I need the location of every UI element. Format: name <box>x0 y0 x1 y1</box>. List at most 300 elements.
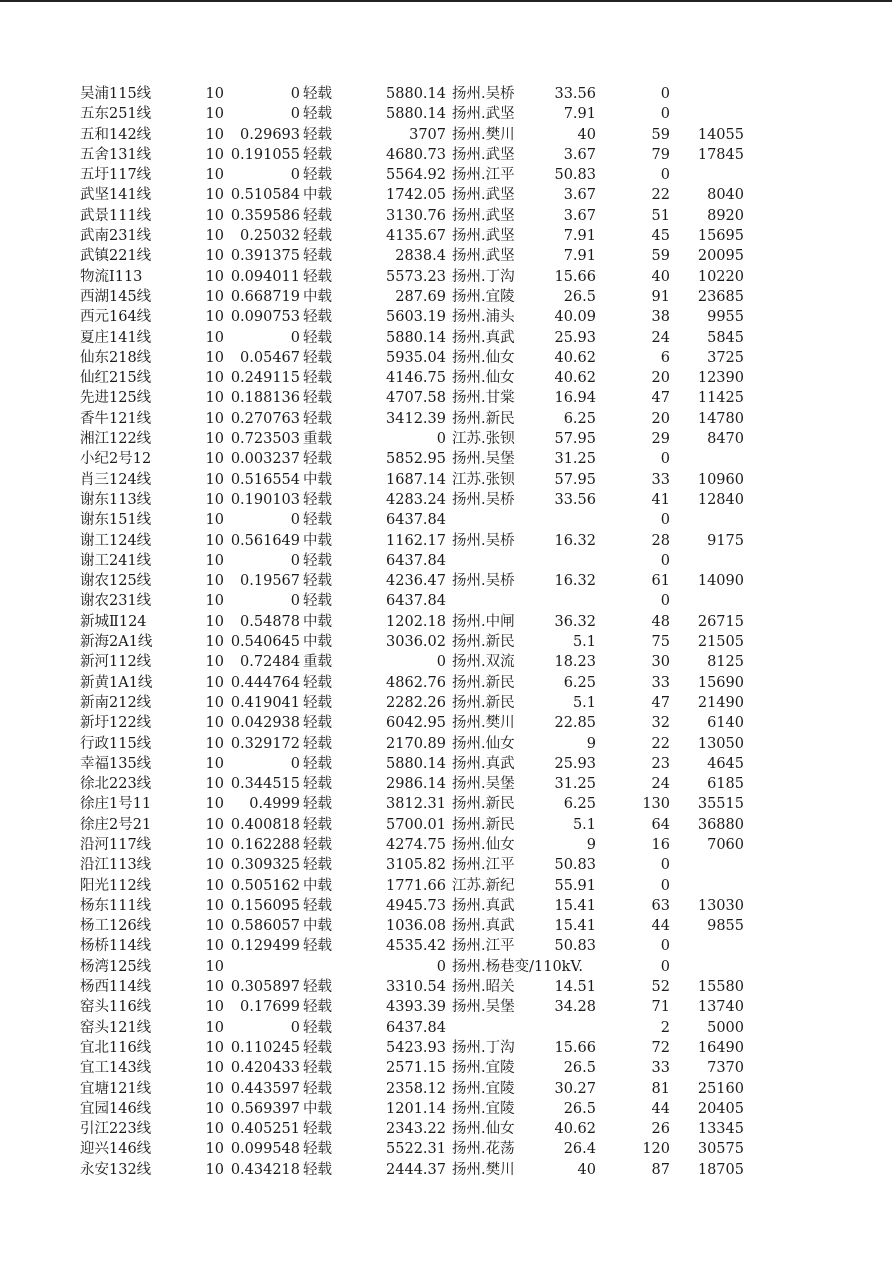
line-length-cell: 26.4 <box>563 1141 596 1158</box>
load-level-cell: 中载 <box>303 613 332 630</box>
load-value-cell: 30575 <box>697 1141 744 1158</box>
spare-capacity-cell: 3412.39 <box>386 410 446 427</box>
spare-capacity-cell: 4274.75 <box>386 836 446 853</box>
load-level-cell: 轻载 <box>303 309 332 326</box>
load-rate-cell: 0.400818 <box>230 816 300 833</box>
voltage-cell: 10 <box>205 207 224 224</box>
load-level-cell: 轻载 <box>303 126 332 143</box>
load-rate-cell: 0.17699 <box>240 999 300 1016</box>
load-level-cell: 轻载 <box>303 999 332 1016</box>
load-level-cell: 轻载 <box>303 1060 332 1077</box>
load-level-cell: 轻载 <box>303 836 332 853</box>
line-name-cell: 西湖145线 <box>80 288 152 305</box>
load-level-cell: 轻载 <box>303 390 332 407</box>
load-value-cell: 13740 <box>697 999 744 1016</box>
count-cell: 75 <box>651 634 670 651</box>
substation-cell: 扬州.武坚 <box>452 106 515 123</box>
voltage-cell: 10 <box>205 735 224 752</box>
table-row <box>0 145 892 165</box>
voltage-cell: 10 <box>205 146 224 163</box>
line-name-cell: 五东251线 <box>80 106 152 123</box>
count-cell: 2 <box>660 1019 670 1036</box>
line-length-cell: 14.51 <box>554 979 596 996</box>
voltage-cell: 10 <box>205 1121 224 1138</box>
substation-cell: 扬州.樊川 <box>452 715 515 732</box>
load-level-cell: 轻载 <box>303 451 332 468</box>
line-name-cell: 窑头121线 <box>80 1019 152 1036</box>
load-rate-cell: 0.4999 <box>249 796 300 813</box>
line-name-cell: 宜北116线 <box>80 1039 152 1056</box>
load-rate-cell: 0.29693 <box>240 126 300 143</box>
substation-cell: 扬州.真武 <box>452 897 515 914</box>
line-length-cell: 57.95 <box>554 471 596 488</box>
spare-capacity-cell: 0 <box>436 431 446 448</box>
load-rate-cell: 0.405251 <box>230 1121 300 1138</box>
voltage-cell: 10 <box>205 715 224 732</box>
load-value-cell: 5845 <box>707 329 744 346</box>
table-row <box>0 125 892 145</box>
substation-cell: 扬州.甘棠 <box>452 390 515 407</box>
load-value-cell: 14090 <box>697 573 744 590</box>
substation-cell: 扬州.吴堡 <box>452 776 515 793</box>
count-cell: 81 <box>651 1080 670 1097</box>
line-name-cell: 沿河117线 <box>80 836 152 853</box>
load-rate-cell: 0.191055 <box>230 146 300 163</box>
count-cell: 79 <box>651 146 670 163</box>
spare-capacity-cell: 5880.14 <box>386 329 446 346</box>
table-row <box>0 409 892 429</box>
spare-capacity-cell: 6437.84 <box>386 593 446 610</box>
line-length-cell: 3.67 <box>563 146 596 163</box>
line-name-cell: 武南231线 <box>80 228 152 245</box>
load-level-cell: 中载 <box>303 1100 332 1117</box>
spare-capacity-cell: 3130.76 <box>386 207 446 224</box>
line-name-cell: 武景111线 <box>80 207 152 224</box>
table-row <box>0 855 892 875</box>
substation-cell: 扬州.新民 <box>452 674 515 691</box>
line-length-cell: 3.67 <box>563 187 596 204</box>
substation-cell: 扬州.江平 <box>452 938 515 955</box>
line-name-cell: 杨桥114线 <box>80 938 152 955</box>
count-cell: 0 <box>660 857 670 874</box>
line-name-cell: 宜园146线 <box>80 1100 152 1117</box>
line-length-cell: 7.91 <box>563 248 596 265</box>
substation-cell: 扬州.新民 <box>452 410 515 427</box>
load-rate-cell: 0.305897 <box>230 979 300 996</box>
count-cell: 64 <box>651 816 670 833</box>
line-name-cell: 五舍131线 <box>80 146 152 163</box>
count-cell: 0 <box>660 552 670 569</box>
load-level-cell: 轻载 <box>303 167 332 184</box>
table-row <box>0 165 892 185</box>
line-length-cell: 34.28 <box>554 999 596 1016</box>
load-rate-cell: 0 <box>290 1019 300 1036</box>
voltage-cell: 10 <box>205 288 224 305</box>
count-cell: 45 <box>651 228 670 245</box>
count-cell: 28 <box>651 532 670 549</box>
load-value-cell: 6185 <box>707 776 744 793</box>
load-level-cell: 中载 <box>303 288 332 305</box>
voltage-cell: 10 <box>205 1039 224 1056</box>
voltage-cell: 10 <box>205 1080 224 1097</box>
load-level-cell: 轻载 <box>303 694 332 711</box>
substation-cell: 扬州.吴桥 <box>452 491 515 508</box>
table-row <box>0 551 892 571</box>
load-rate-cell: 0.344515 <box>230 776 300 793</box>
load-rate-cell: 0.162288 <box>230 836 300 853</box>
table-row <box>0 1018 892 1038</box>
substation-cell: 扬州.宜陵 <box>452 288 515 305</box>
substation-cell: 扬州.樊川 <box>452 126 515 143</box>
substation-cell: 扬州.仙女 <box>452 1121 515 1138</box>
line-length-cell: 5.1 <box>572 816 596 833</box>
count-cell: 0 <box>660 451 670 468</box>
spare-capacity-cell: 2986.14 <box>386 776 446 793</box>
line-length-cell: 16.94 <box>554 390 596 407</box>
substation-cell: 扬州.昭关 <box>452 979 515 996</box>
load-level-cell: 轻载 <box>303 207 332 224</box>
load-rate-cell: 0 <box>290 552 300 569</box>
line-name-cell: 新南212线 <box>80 694 152 711</box>
table-row <box>0 936 892 956</box>
voltage-cell: 10 <box>205 349 224 366</box>
load-level-cell: 重载 <box>303 431 332 448</box>
line-length-cell: 55.91 <box>554 877 596 894</box>
load-level-cell: 轻载 <box>303 329 332 346</box>
line-name-cell: 行政115线 <box>80 735 152 752</box>
load-value-cell: 9855 <box>707 918 744 935</box>
table-row <box>0 612 892 632</box>
spare-capacity-cell: 4146.75 <box>386 370 446 387</box>
line-length-cell: 50.83 <box>554 167 596 184</box>
load-rate-cell: 0.329172 <box>230 735 300 752</box>
load-value-cell: 9175 <box>707 532 744 549</box>
line-name-cell: 五和142线 <box>80 126 152 143</box>
line-length-cell: 7.91 <box>563 228 596 245</box>
table-row <box>0 388 892 408</box>
spare-capacity-cell: 2358.12 <box>386 1080 446 1097</box>
line-length-cell: 57.95 <box>554 431 596 448</box>
spare-capacity-cell: 4135.67 <box>386 228 446 245</box>
count-cell: 91 <box>651 288 670 305</box>
spare-capacity-cell: 2343.22 <box>386 1121 446 1138</box>
line-name-cell: 阳光112线 <box>80 877 152 894</box>
spare-capacity-cell: 5700.01 <box>386 816 446 833</box>
load-level-cell: 轻载 <box>303 776 332 793</box>
spare-capacity-cell: 4236.47 <box>386 573 446 590</box>
table-row <box>0 997 892 1017</box>
load-value-cell: 20095 <box>697 248 744 265</box>
count-cell: 20 <box>651 410 670 427</box>
spare-capacity-cell: 4283.24 <box>386 491 446 508</box>
table-row <box>0 1079 892 1099</box>
load-level-cell: 轻载 <box>303 248 332 265</box>
line-name-cell: 宜工143线 <box>80 1060 152 1077</box>
substation-cell: 扬州.宜陵 <box>452 1080 515 1097</box>
line-length-cell: 9 <box>586 836 596 853</box>
load-level-cell: 轻载 <box>303 755 332 772</box>
count-cell: 40 <box>651 268 670 285</box>
count-cell: 47 <box>651 390 670 407</box>
line-name-cell: 仙红215线 <box>80 370 152 387</box>
substation-cell: 扬州.武坚 <box>452 207 515 224</box>
table-row <box>0 632 892 652</box>
line-length-cell: 16.32 <box>554 573 596 590</box>
count-cell: 33 <box>651 471 670 488</box>
load-rate-cell: 0.391375 <box>230 248 300 265</box>
count-cell: 24 <box>651 329 670 346</box>
spare-capacity-cell: 5880.14 <box>386 86 446 102</box>
load-rate-cell: 0 <box>290 593 300 610</box>
line-name-cell: 先进125线 <box>80 390 152 407</box>
count-cell: 63 <box>651 897 670 914</box>
line-length-cell: 31.25 <box>554 776 596 793</box>
voltage-cell: 10 <box>205 938 224 955</box>
spare-capacity-cell: 4707.58 <box>386 390 446 407</box>
load-level-cell: 轻载 <box>303 146 332 163</box>
line-name-cell: 徐庄2号21 <box>80 816 152 833</box>
count-cell: 120 <box>642 1141 670 1158</box>
load-rate-cell: 0.723503 <box>230 431 300 448</box>
voltage-cell: 10 <box>205 532 224 549</box>
count-cell: 0 <box>660 512 670 529</box>
table-row <box>0 876 892 896</box>
spare-capacity-cell: 1771.66 <box>386 877 446 894</box>
voltage-cell: 10 <box>205 776 224 793</box>
voltage-cell: 10 <box>205 410 224 427</box>
count-cell: 52 <box>651 979 670 996</box>
line-length-cell: 6.25 <box>563 796 596 813</box>
substation-cell: 扬州.杨巷变/110kV. <box>452 958 584 975</box>
voltage-cell: 10 <box>205 1019 224 1036</box>
count-cell: 0 <box>660 86 670 102</box>
load-rate-cell: 0.249115 <box>230 370 300 387</box>
line-name-cell: 仙东218线 <box>80 349 152 366</box>
spare-capacity-cell: 5880.14 <box>386 106 446 123</box>
table-row <box>0 1119 892 1139</box>
voltage-cell: 10 <box>205 674 224 691</box>
voltage-cell: 10 <box>205 228 224 245</box>
load-level-cell: 轻载 <box>303 552 332 569</box>
load-level-cell: 轻载 <box>303 410 332 427</box>
count-cell: 0 <box>660 593 670 610</box>
table-row <box>0 267 892 287</box>
line-name-cell: 杨湾125线 <box>80 958 152 975</box>
load-rate-cell: 0.443597 <box>230 1080 300 1097</box>
load-level-cell: 中载 <box>303 918 332 935</box>
voltage-cell: 10 <box>205 979 224 996</box>
count-cell: 44 <box>651 1100 670 1117</box>
substation-cell: 扬州.双流 <box>452 654 515 671</box>
load-rate-cell: 0.25032 <box>240 228 300 245</box>
voltage-cell: 10 <box>205 573 224 590</box>
line-name-cell: 新海2A1线 <box>80 634 152 651</box>
table-row <box>0 449 892 469</box>
substation-cell: 扬州.新民 <box>452 796 515 813</box>
voltage-cell: 10 <box>205 370 224 387</box>
line-length-cell: 6.25 <box>563 674 596 691</box>
line-name-cell: 谢农231线 <box>80 593 152 610</box>
page-top-border <box>0 0 892 2</box>
substation-cell: 扬州.吴堡 <box>452 999 515 1016</box>
spare-capacity-cell: 3310.54 <box>386 979 446 996</box>
load-value-cell: 20405 <box>697 1100 744 1117</box>
spare-capacity-cell: 5935.04 <box>386 349 446 366</box>
line-length-cell: 26.5 <box>563 1060 596 1077</box>
load-level-cell: 轻载 <box>303 796 332 813</box>
load-value-cell: 16490 <box>697 1039 744 1056</box>
voltage-cell: 10 <box>205 836 224 853</box>
line-name-cell: 肖三124线 <box>80 471 152 488</box>
substation-cell: 江苏.新纪 <box>452 877 515 894</box>
load-value-cell: 26715 <box>697 613 744 630</box>
load-level-cell: 轻载 <box>303 1080 332 1097</box>
voltage-cell: 10 <box>205 654 224 671</box>
count-cell: 44 <box>651 918 670 935</box>
load-level-cell: 中载 <box>303 877 332 894</box>
table-row <box>0 896 892 916</box>
table-row <box>0 368 892 388</box>
line-length-cell: 26.5 <box>563 1100 596 1117</box>
line-length-cell: 5.1 <box>572 634 596 651</box>
load-value-cell: 23685 <box>697 288 744 305</box>
table-row <box>0 510 892 530</box>
load-value-cell: 6140 <box>707 715 744 732</box>
load-value-cell: 3725 <box>707 349 744 366</box>
load-rate-cell: 0.419041 <box>230 694 300 711</box>
load-level-cell: 轻载 <box>303 512 332 529</box>
line-length-cell: 25.93 <box>554 755 596 772</box>
load-value-cell: 12390 <box>697 370 744 387</box>
line-length-cell: 22.85 <box>554 715 596 732</box>
table-row <box>0 185 892 205</box>
load-rate-cell: 0.188136 <box>230 390 300 407</box>
table-row <box>0 652 892 672</box>
count-cell: 22 <box>651 735 670 752</box>
table-row <box>0 104 892 124</box>
substation-cell: 扬州.新民 <box>452 634 515 651</box>
line-name-cell: 沿江113线 <box>80 857 152 874</box>
voltage-cell: 10 <box>205 512 224 529</box>
line-length-cell: 6.25 <box>563 410 596 427</box>
load-level-cell: 轻载 <box>303 715 332 732</box>
load-level-cell: 轻载 <box>303 857 332 874</box>
load-rate-cell: 0.270763 <box>230 410 300 427</box>
line-name-cell: 杨东111线 <box>80 897 152 914</box>
spare-capacity-cell: 2571.15 <box>386 1060 446 1077</box>
substation-cell: 扬州.丁沟 <box>452 1039 515 1056</box>
load-level-cell: 轻载 <box>303 593 332 610</box>
spare-capacity-cell: 1201.14 <box>386 1100 446 1117</box>
voltage-cell: 10 <box>205 816 224 833</box>
count-cell: 0 <box>660 167 670 184</box>
line-name-cell: 新河112线 <box>80 654 152 671</box>
load-level-cell: 轻载 <box>303 228 332 245</box>
load-rate-cell: 0.309325 <box>230 857 300 874</box>
count-cell: 87 <box>651 1161 670 1178</box>
load-rate-cell: 0.72484 <box>240 654 300 671</box>
load-level-cell: 中载 <box>303 634 332 651</box>
voltage-cell: 10 <box>205 126 224 143</box>
load-value-cell: 15695 <box>697 228 744 245</box>
line-name-cell: 西元164线 <box>80 309 152 326</box>
substation-cell: 扬州.新民 <box>452 694 515 711</box>
load-value-cell: 36880 <box>697 816 744 833</box>
load-rate-cell: 0 <box>290 167 300 184</box>
load-value-cell: 8920 <box>707 207 744 224</box>
spare-capacity-cell: 2282.26 <box>386 694 446 711</box>
line-name-cell: 新黄1A1线 <box>80 674 152 691</box>
count-cell: 23 <box>651 755 670 772</box>
load-level-cell: 轻载 <box>303 106 332 123</box>
load-level-cell: 轻载 <box>303 86 332 102</box>
line-length-cell: 40.62 <box>554 349 596 366</box>
table-row <box>0 531 892 551</box>
load-level-cell: 轻载 <box>303 816 332 833</box>
spare-capacity-cell: 3707 <box>409 126 446 143</box>
count-cell: 51 <box>651 207 670 224</box>
count-cell: 33 <box>651 674 670 691</box>
line-name-cell: 杨西114线 <box>80 979 152 996</box>
spare-capacity-cell: 2444.37 <box>386 1161 446 1178</box>
load-level-cell: 中载 <box>303 187 332 204</box>
spare-capacity-cell: 1036.08 <box>386 918 446 935</box>
voltage-cell: 10 <box>205 857 224 874</box>
load-level-cell: 轻载 <box>303 979 332 996</box>
spare-capacity-cell: 4535.42 <box>386 938 446 955</box>
substation-cell: 江苏.张钡 <box>452 471 515 488</box>
substation-cell: 扬州.武坚 <box>452 146 515 163</box>
line-length-cell: 40.09 <box>554 309 596 326</box>
line-length-cell: 40.62 <box>554 370 596 387</box>
line-name-cell: 徐庄1号11 <box>80 796 152 813</box>
spare-capacity-cell: 3812.31 <box>386 796 446 813</box>
count-cell: 26 <box>651 1121 670 1138</box>
load-level-cell: 轻载 <box>303 370 332 387</box>
load-value-cell: 7060 <box>707 836 744 853</box>
voltage-cell: 10 <box>205 999 224 1016</box>
load-level-cell: 轻载 <box>303 573 332 590</box>
count-cell: 22 <box>651 187 670 204</box>
spare-capacity-cell: 2838.4 <box>395 248 446 265</box>
substation-cell: 扬州.新民 <box>452 816 515 833</box>
spare-capacity-cell: 5522.31 <box>386 1141 446 1158</box>
line-length-cell: 31.25 <box>554 451 596 468</box>
load-value-cell: 15580 <box>697 979 744 996</box>
count-cell: 0 <box>660 938 670 955</box>
substation-cell: 扬州.仙女 <box>452 836 515 853</box>
voltage-cell: 10 <box>205 329 224 346</box>
load-level-cell: 轻载 <box>303 1161 332 1178</box>
line-name-cell: 武坚141线 <box>80 187 152 204</box>
load-value-cell: 11425 <box>697 390 744 407</box>
substation-cell: 扬州.樊川 <box>452 1161 515 1178</box>
table-row <box>0 693 892 713</box>
load-value-cell: 13030 <box>697 897 744 914</box>
table-row <box>0 84 892 104</box>
spare-capacity-cell: 2170.89 <box>386 735 446 752</box>
load-rate-cell: 0.129499 <box>230 938 300 955</box>
line-length-cell: 40 <box>577 1161 596 1178</box>
load-level-cell: 轻载 <box>303 491 332 508</box>
table-row <box>0 754 892 774</box>
count-cell: 48 <box>651 613 670 630</box>
line-name-cell: 徐北223线 <box>80 776 152 793</box>
load-value-cell: 8470 <box>707 431 744 448</box>
load-rate-cell: 0.05467 <box>240 349 300 366</box>
voltage-cell: 10 <box>205 106 224 123</box>
load-rate-cell: 0.561649 <box>230 532 300 549</box>
